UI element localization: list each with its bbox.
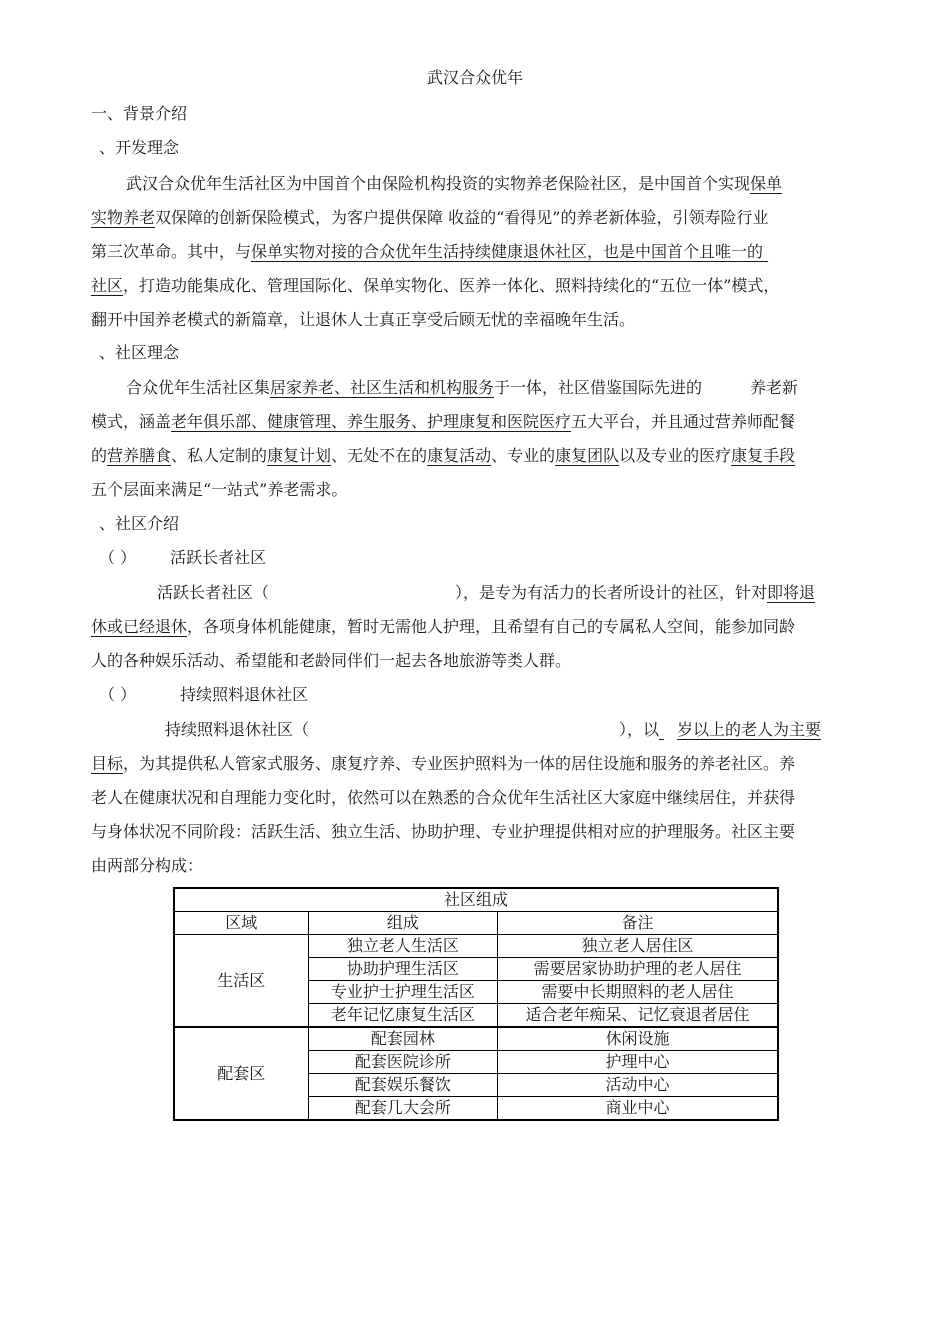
p2-line2-text-a: 模式，涵盖 <box>91 412 172 431</box>
p2-line4-text: 五个层面来满足“一站式”养老需求。 <box>91 480 348 499</box>
table-cell: 适合老年痴呆、记忆衰退者居住 <box>498 1004 778 1028</box>
p4-line2-text: ，为其提供私人管家式服务、康复疗养、专业医护照料为一体的居住设施和服务的养老社区。养 <box>123 754 796 773</box>
table-cell: 独立老人居住区 <box>498 935 778 958</box>
table-cell: 需要中长期照料的老人居住 <box>498 981 778 1004</box>
p4-line1-text-a: 持续照料退休社区（ <box>165 720 310 739</box>
table-caption: 社区组成 <box>174 888 778 912</box>
table-cell: 协助护理生活区 <box>308 958 498 981</box>
p1-line3-underline: 保单实物对接的合众优年生活持续健康退休社区，也是中国首个且唯一的 <box>251 242 764 261</box>
table-header-area: 区域 <box>174 912 308 935</box>
paragraph-development <box>91 167 861 337</box>
table-cell: 独立老人生活区 <box>308 935 498 958</box>
p2-line1-text-a: 合众优年生活社区集 <box>126 378 271 397</box>
subheading-community-concept: 、社区理念 <box>99 343 180 362</box>
p1-line2-text: 双保障的创新保险模式，为客户提供保障 收益的“看得见”的养老新体验，引领寿险行业 <box>155 208 769 227</box>
table-cell: 专业护士护理生活区 <box>308 981 498 1004</box>
p2-underline-rehab-means: 康复手段 <box>731 446 796 465</box>
p2-line1-text-b: 于一体，社区借鉴国际先进的 <box>494 378 703 397</box>
item1-heading <box>99 546 266 570</box>
p1-line4-underline: 社区 <box>91 276 124 295</box>
p2-line2-text-b: 五大平台，并且通过营养师配餐 <box>571 412 796 431</box>
p2-line3-text-d: 、专业的 <box>491 446 556 465</box>
p1-line2-underline: 实物养老 <box>91 208 156 227</box>
p4-line1-underline: 岁以上的老人为主要 <box>677 720 822 739</box>
p3-line3-text: 人的各种娱乐活动、希望能和老龄同伴们一起去各地旅游等类人群。 <box>91 651 572 670</box>
document-title: 武汉合众优年 <box>426 68 523 87</box>
table-header-composition: 组成 <box>308 912 498 935</box>
table-cell: 配套医院诊所 <box>308 1051 498 1074</box>
table-cell: 商业中心 <box>498 1097 778 1121</box>
item2-heading <box>99 683 308 707</box>
table-cell: 配套园林 <box>308 1027 498 1051</box>
p4-line3-text: 老人在健康状况和自理能力变化时，依然可以在熟悉的合众优年生活社区大家庭中继续居住，并获得 <box>91 788 796 807</box>
table-cell: 需要居家协助护理的老人居住 <box>498 958 778 981</box>
p4-line5-text: 由两部分构成： <box>91 856 204 875</box>
item1-paren: （ ） <box>99 548 137 567</box>
item2-name: 持续照料退休社区 <box>180 685 309 704</box>
table-cell: 配套娱乐餐饮 <box>308 1074 498 1097</box>
area-living: 生活区 <box>174 935 308 1028</box>
table-cell: 休闲设施 <box>498 1027 778 1051</box>
p2-line3-text-c: 、无处不在的 <box>331 446 428 465</box>
p3-line1-text-a: 活跃长者社区（ <box>157 583 270 602</box>
p2-underline-rehab-activity: 康复活动 <box>427 446 492 465</box>
area-support: 配套区 <box>174 1027 308 1120</box>
community-composition-table <box>173 887 779 1121</box>
p2-line3-text-b: 、私人定制的 <box>171 446 268 465</box>
p2-underline-rehab-team: 康复团队 <box>555 446 620 465</box>
item2-paren: （ ） <box>99 685 137 704</box>
table-cell: 老年记忆康复生活区 <box>308 1004 498 1028</box>
table-header-remark: 备注 <box>498 912 778 935</box>
p4-line2-underline: 目标 <box>91 754 124 773</box>
section-heading-background: 一、背景介绍 <box>91 104 188 123</box>
p2-line3-text-a: 的 <box>91 446 108 465</box>
p3-line1-underline: 即将退 <box>767 583 816 602</box>
p2-underline-rehab-plan: 康复计划 <box>267 446 332 465</box>
p3-line1-text-b: ），是专为有活力的长者所设计的社区，针对 <box>455 583 768 602</box>
p4-line4-text: 与身体状况不同阶段：活跃生活、独立生活、协助护理、专业护理提供相对应的护理服务。社区主要 <box>91 822 796 841</box>
p4-line1-text-b: ），以 <box>619 720 660 739</box>
table-cell: 活动中心 <box>498 1074 778 1097</box>
table-row <box>174 935 778 958</box>
table-cell: 护理中心 <box>498 1051 778 1074</box>
paragraph-active-community <box>91 576 861 678</box>
table-row <box>174 1027 778 1051</box>
p2-line1-text-c: 养老新 <box>750 378 799 397</box>
p2-underline-nutrition: 营养膳食 <box>107 446 172 465</box>
subheading-community-intro: 、社区介绍 <box>99 514 180 533</box>
p2-line3-text-e: 以及专业的医疗 <box>619 446 732 465</box>
paragraph-ccrc <box>91 713 861 883</box>
subheading-development-concept: 、开发理念 <box>99 138 180 157</box>
p2-line1-underline: 居家养老、社区生活和机构服务 <box>270 378 495 397</box>
p3-line2-underline: 休或已经退休 <box>91 617 188 636</box>
p3-line2-text: ，各项身体机能健康，暂时无需他人护理，且希望有自己的专属私人空间，能参加同龄 <box>187 617 796 636</box>
p1-line5-text: 翻开中国养老模式的新篇章，让退休人士真正享受后顾无忧的幸福晚年生活。 <box>91 310 636 329</box>
table-cell: 配套几大会所 <box>308 1097 498 1121</box>
p1-line3-text: 第三次革命。其中，与 <box>91 242 252 261</box>
p1-line4-text: ，打造功能集成化、管理国际化、保单实物化、医养一体化、照料持续化的“五位一体”模式， <box>123 276 780 295</box>
item1-name: 活跃长者社区 <box>170 548 267 567</box>
p1-line1-text: 武汉合众优年生活社区为中国首个由保险机构投资的实物养老保险社区，是中国首个实现 <box>126 174 751 193</box>
paragraph-concept <box>91 371 861 507</box>
p1-line1-underline: 保单 <box>750 174 783 193</box>
p2-line2-underline: 老年俱乐部、健康管理、养生服务、护理康复和医院医疗 <box>171 412 572 431</box>
